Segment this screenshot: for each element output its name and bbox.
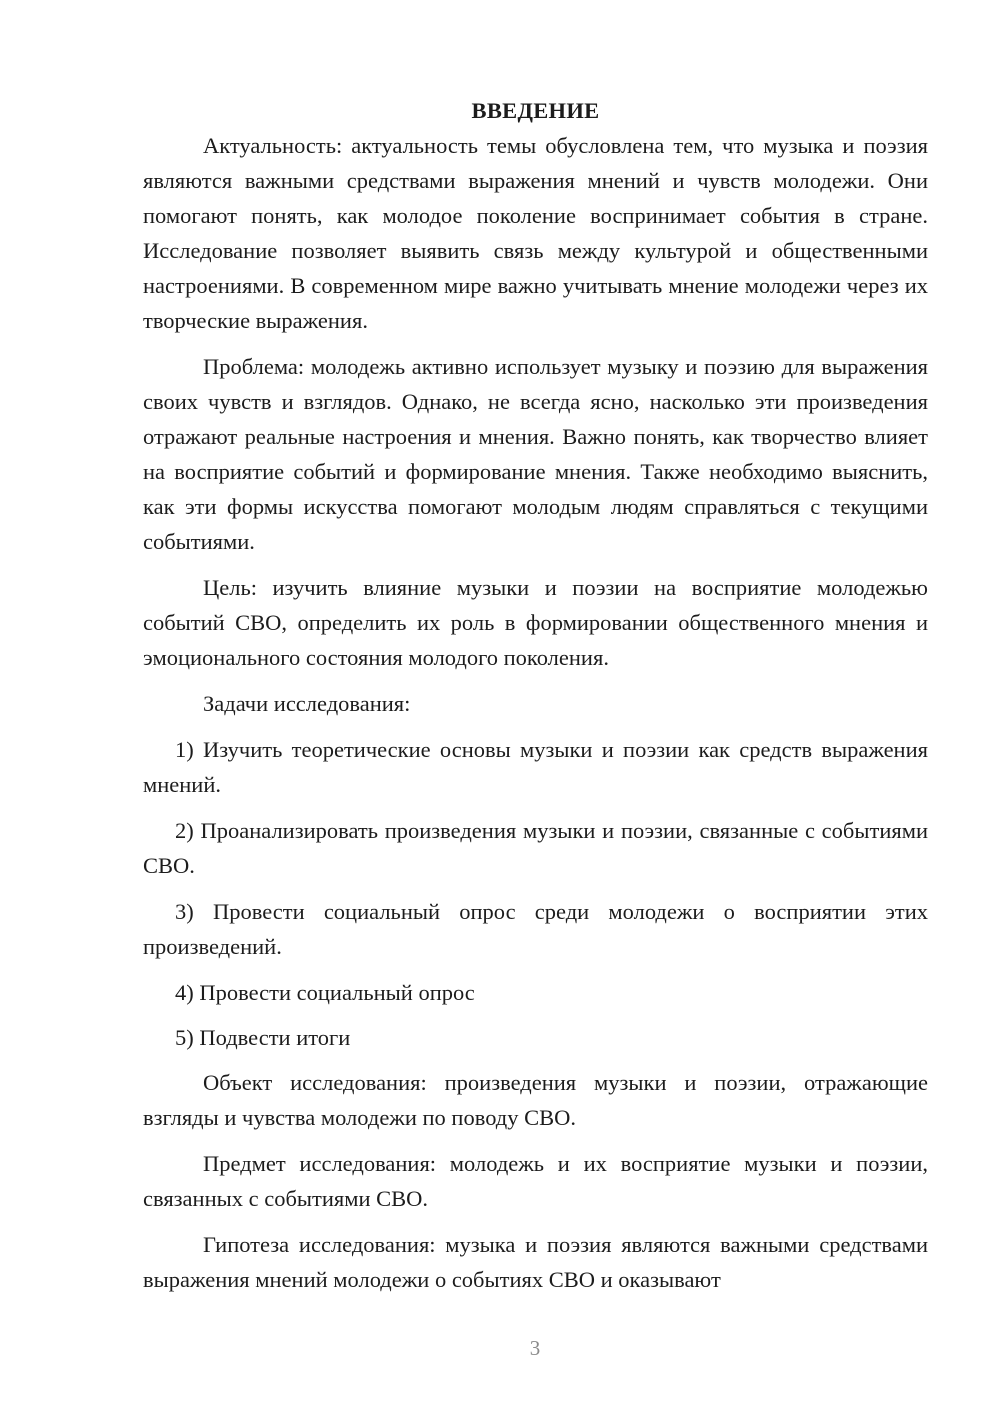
task-item-4: 4) Провести социальный опрос [175, 980, 475, 1005]
task-item-5: 5) Подвести итоги [175, 1025, 351, 1050]
task-item-3: 3) Провести социальный опрос среди молодежи о восприятии этих произведений. [143, 899, 928, 959]
task-item-1: 1) Изучить теоретические основы музыки и поэзии как средств выражения мнений. [143, 737, 928, 797]
section-title: ВВЕДЕНИЕ [471, 98, 600, 123]
goal-paragraph: Цель: изучить влияние музыки и поэзии на восприятие молодежью событий СВО, определить их роль в формировании общественного мнения и эмоционального состояния молодого поколения. [143, 575, 928, 670]
task-item-2: 2) Проанализировать произведения музыки и поэзии, связанные с событиями СВО. [143, 818, 928, 878]
hypothesis-paragraph: Гипотеза исследования: музыка и поэзия являются важными средствами выражения мнений молодежи о событиях СВО и оказывают [143, 1232, 928, 1292]
subject-paragraph: Предмет исследования: молодежь и их восприятие музыки и поэзии, связанных с событиями СВО. [143, 1151, 928, 1211]
document-body [143, 96, 928, 1308]
tasks-heading: Задачи исследования: [203, 691, 411, 716]
page-number: 3 [529, 1336, 541, 1360]
relevance-paragraph: Актуальность: актуальность темы обусловлена тем, что музыка и поэзия являются важными средствами выражения мнений и чувств молодежи. Они помогают понять, как молодое поколение воспринимает события в стране. Исследование позволяет выявить связь между культурой и общественными настроениями. В современном мире важно учитывать мнение молодежи через их творческие выражения. [143, 133, 928, 333]
object-paragraph: Объект исследования: произведения музыки и поэзии, отражающие взгляды и чувства молодежи по поводу СВО. [143, 1070, 928, 1130]
problem-paragraph: Проблема: молодежь активно использует музыку и поэзию для выражения своих чувств и взглядов. Однако, не всегда ясно, насколько эти произведения отражают реальные настроения и мнения. Важно понять, как творчество влияет на восприятие событий и формирование мнения. Также необходимо выяснить, как эти формы искусства помогают молодым людям справляться с текущими событиями. [143, 354, 928, 554]
